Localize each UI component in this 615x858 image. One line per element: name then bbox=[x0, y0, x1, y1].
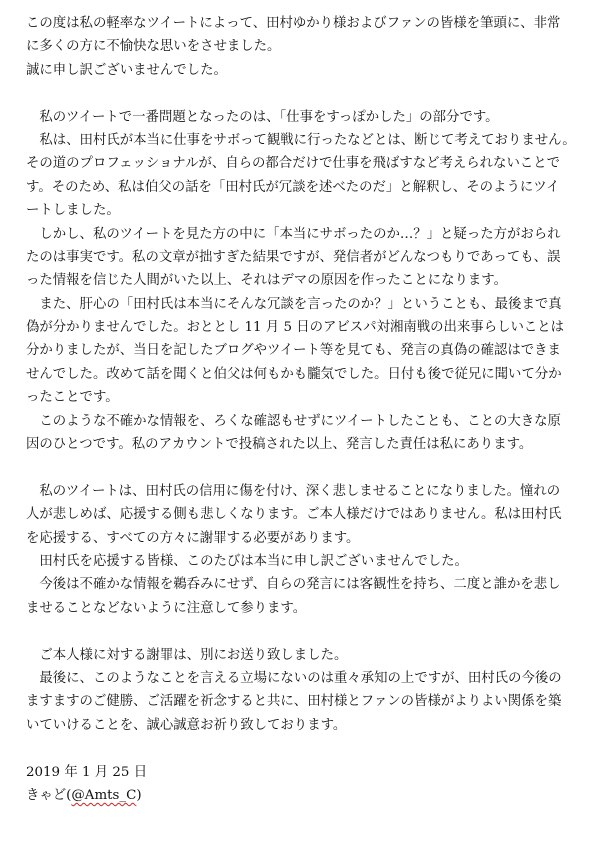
text-line: 私は、田村氏が本当に仕事をサボって観戦に行ったなどとは、断じて考えておりません。 bbox=[26, 132, 576, 148]
text-line: ートしました。 bbox=[26, 203, 120, 219]
text-line: に多くの方に不愉快な思いをさせました。 bbox=[26, 39, 281, 55]
signature-name: きゃど( bbox=[26, 787, 72, 803]
text-line: せんでした。改めて話を聞くと伯父は何もかも朧気でした。日付も後で従兄に聞いて分か bbox=[26, 366, 562, 382]
text-line: いていけることを、誠心誠意お祈り致しております。 bbox=[26, 717, 347, 733]
text-line: ったことです。 bbox=[26, 390, 119, 406]
text-line: 因のひとつです。私のアカウントで投稿された以上、発言した責任は私にあります。 bbox=[26, 437, 533, 453]
text-line: 分かりましたが、当日を記したブログやツイート等を見ても、発言の真偽の確認はできま bbox=[26, 343, 561, 359]
text-line: 人が悲しめば、応援する側も悲しくなります。ご本人様だけではありません。私は田村氏 bbox=[26, 507, 562, 523]
paragraph-closing bbox=[26, 644, 596, 738]
blank-line bbox=[26, 737, 596, 760]
letter-signature bbox=[26, 784, 596, 807]
text-line: 誠に申し訳ございませんでした。 bbox=[26, 62, 227, 78]
text-line: 田村氏を応援する皆様、このたびは本当に申し訳ございませんでした。 bbox=[26, 553, 468, 569]
letter-date: 2019 年 1 月 25 日 bbox=[26, 764, 148, 780]
text-line: しかし、私のツイートを見た方の中に「本当にサボったのか…？」と疑った方がおられ bbox=[26, 226, 561, 242]
signature-close: ) bbox=[136, 787, 142, 803]
twitter-handle: @Amts_C bbox=[71, 787, 137, 803]
paragraph-opening-apology bbox=[26, 12, 596, 82]
text-line: 最後に、このようなことを言える立場にないのは重々承知の上ですが、田村氏の今後の bbox=[26, 670, 562, 686]
text-line: 私のツイートで一番問題となったのは、「仕事をすっぽかした」の部分です。 bbox=[26, 109, 499, 125]
text-line: ご本人様に対する謝罪は、別にお送り致しました。 bbox=[26, 647, 348, 663]
text-line: この度は私の軽率なツイートによって、田村ゆかり様およびファンの皆様を筆頭に、非常 bbox=[26, 16, 561, 31]
blank-line bbox=[26, 620, 596, 643]
text-line: たのは事実です。私の文章が拙すぎた結果ですが、発信者がどんなつもりであっても、誤 bbox=[26, 249, 561, 265]
text-line: また、肝心の「田村氏は本当にそんな冗談を言ったのか？」ということも、最後まで真 bbox=[26, 296, 562, 312]
paragraph-responsibility bbox=[26, 480, 596, 620]
blank-line bbox=[26, 82, 596, 105]
text-line: す。そのため、私は伯父の話を「田村氏が冗談を述べたのだ」と解釈し、そのようにツイ bbox=[26, 179, 560, 195]
text-line: 私のツイートは、田村氏の信用に傷を付け、深く悲しませることになりました。憧れの bbox=[26, 483, 561, 499]
text-line: ますますのご健勝、ご活躍を祈念すると共に、田村様とファンの皆様がよりよい関係を築 bbox=[26, 694, 562, 710]
text-line: 今後は不確かな情報を鵜呑みにせず、自らの発言には客観性を持ち、二度と誰かを悲し bbox=[26, 577, 561, 593]
text-line: を応援する、すべての方々に謝罪する必要があります。 bbox=[26, 530, 360, 546]
text-line: った情報を信じた人間がいた以上、それはデマの原因を作ったことになります。 bbox=[26, 273, 507, 289]
text-line: 偽が分かりませんでした。おととし 11 月 5 日のアビスパ対湘南戦の出来事らしいことは bbox=[26, 320, 565, 336]
paragraph-explanation bbox=[26, 106, 596, 457]
text-line: ませることなどないように注意して参ります。 bbox=[26, 600, 307, 616]
text-line: このような不確かな情報を、ろくな確認もせずにツイートしたことも、ことの大きな原 bbox=[26, 413, 561, 429]
blank-line bbox=[26, 456, 596, 479]
apology-letter bbox=[26, 12, 596, 807]
text-line: その道のプロフェッショナルが、自らの都合だけで仕事を飛ばすなど考えられないことで bbox=[26, 156, 561, 172]
